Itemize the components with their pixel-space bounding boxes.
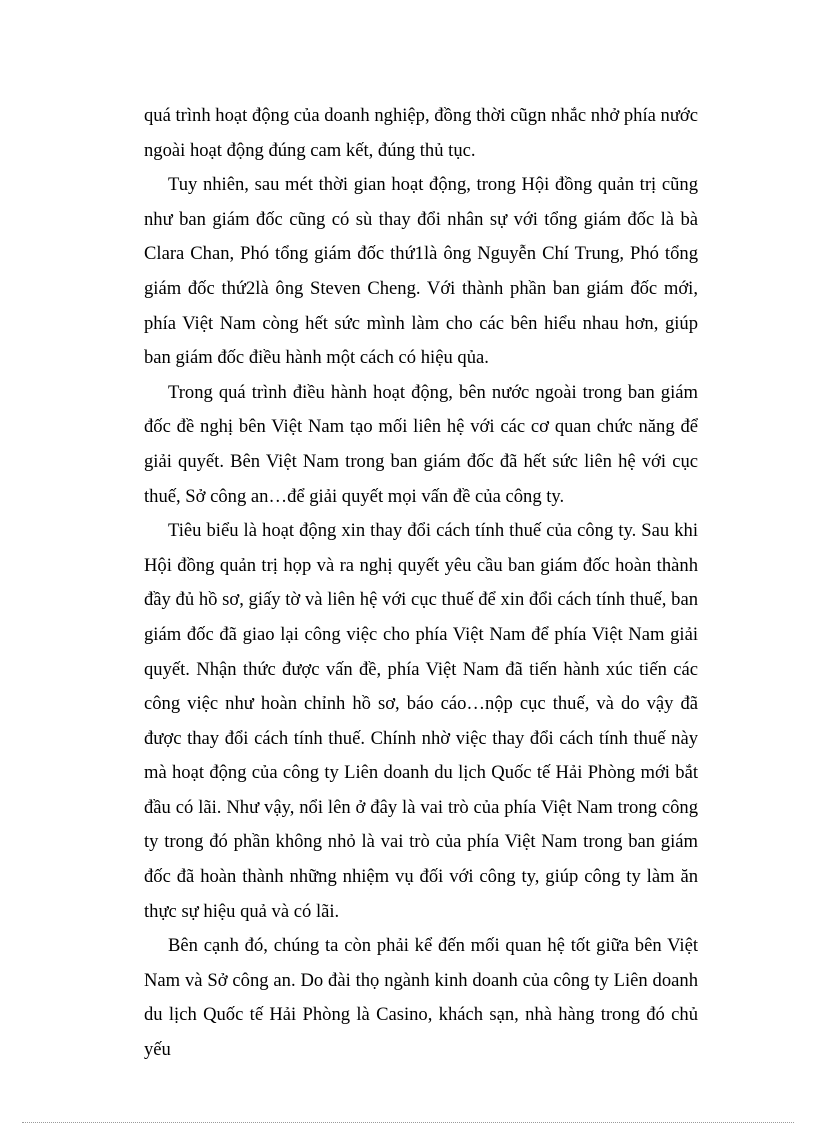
paragraph-continued: quá trình hoạt động của doanh nghiệp, đồng thời cũgn nhắc nhở phía nước ngoài hoạt động đúng cam kết, đúng thủ tục. <box>144 105 698 161</box>
paragraph-management-change: Tuy nhiên, sau mét thời gian hoạt động, trong Hội đồng quản trị cũng như ban giám đốc cũng có sù thay đổi nhân sự với tổng giám đốc là bà Clara Chan, Phó tổng giám đốc thứ1là ông Nguyễn Chí Trung, Phó tổng giám đốc thứ2là ông Steven Cheng. Với thành phần ban giám đốc mới, phía Việt Nam còng hết sức mình làm cho các bên hiểu nhau hơn, giúp ban giám đốc điều hành một cách có hiệu qủa. <box>144 174 698 369</box>
paragraph-tax-change: Tiêu biểu là hoạt động xin thay đổi cách tính thuế của công ty. Sau khi Hội đồng quản trị họp và ra nghị quyết yêu cầu ban giám đốc hoàn thành đầy đủ hồ sơ, giấy tờ và liên hệ với cục thuế để xin đổi cách tính thuế, ban giám đốc đã giao lại công việc cho phía Việt Nam để phía Việt Nam giải quyết. Nhận thức được vấn đề, phía Việt Nam đã tiến hành xúc tiến các công việc như hoàn chỉnh hồ sơ, báo cáo…nộp cục thuế, và do vậy đã được thay đổi cách tính thuế. Chính nhờ việc thay đổi cách tính thuế này mà hoạt động của công ty Liên doanh du lịch Quốc tế Hải Phòng mới bắt đầu có lãi. Như vậy, nổi lên ở đây là vai trò của phía Việt Nam trong công ty trong đó phần không nhỏ là vai trò của phía Việt Nam trong ban giám đốc đã hoàn thành những nhiệm vụ đối với công ty, giúp công ty làm ăn thực sự hiệu quả và có lãi. <box>144 520 698 922</box>
paragraph-police-relations: Bên cạnh đó, chúng ta còn phải kể đến mối quan hệ tốt giữa bên Việt Nam và Sở công an. Do đài thọ ngành kinh doanh của công ty Liên doanh du lịch Quốc tế Hải Phòng là Casino, khách sạn, nhà hàng trong đó chủ yếu <box>144 935 698 1061</box>
paragraph-operations: Trong quá trình điều hành hoạt động, bên nước ngoài trong ban giám đốc đề nghị bên Việt Nam tạo mối liên hệ với các cơ quan chức năng để giải quyết. Bên Việt Nam trong ban giám đốc đã hết sức liên hệ với cục thuế, Sở công an…để giải quyết mọi vấn đề của công ty. <box>144 381 698 507</box>
body-text <box>144 99 698 1068</box>
